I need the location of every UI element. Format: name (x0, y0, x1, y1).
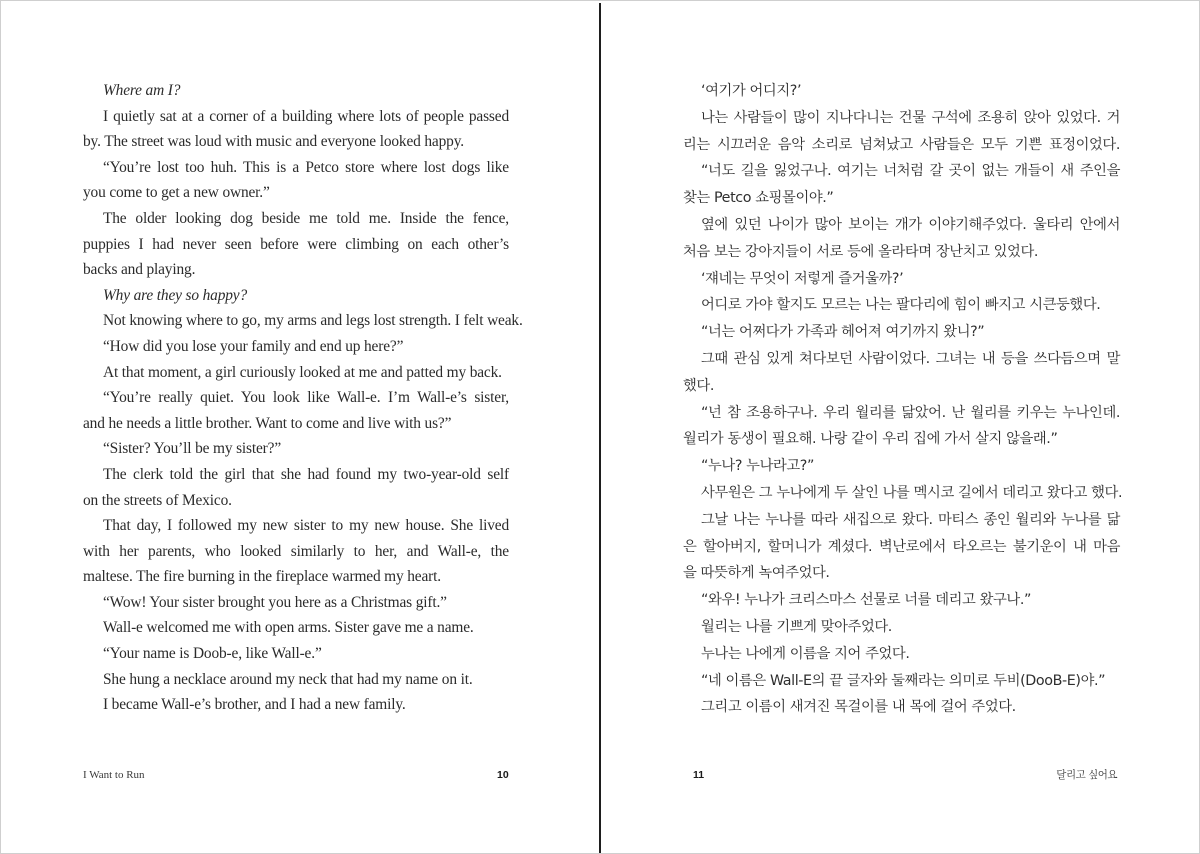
text-line: 월리가 동생이 필요해. 나랑 같이 우리 집에 가서 살지 않을래.” (683, 431, 1058, 448)
text-line: ‘쟤네는 무엇이 저렇게 즐거울까?’ (701, 270, 904, 287)
text-line: 옆에 있던 나이가 많아 보이는 개가 이야기해주었다. 울타리 안에서 (701, 216, 1120, 233)
text-line: 사무원은 그 누나에게 두 살인 나를 멕시코 길에서 데리고 왔다고 했다. (701, 484, 1123, 501)
text-line: 은 할아버지, 할머니가 계셨다. 벽난로에서 타오르는 불기운이 내 마음 (683, 538, 1120, 555)
text-line: “너도 길을 잃었구나. 여기는 너처럼 갈 곳이 없는 개들이 새 주인을 (701, 163, 1120, 180)
text-line: At that moment, a girl curiously looked at me and patted my back. (103, 363, 502, 381)
text-line: “넌 참 조용하구나. 우리 월리를 닮았어. 난 월리를 키우는 누나인데. (701, 404, 1120, 421)
text-line: 어디로 가야 할지도 모르는 나는 팔다리에 힘이 빠지고 시큰둥했다. (701, 297, 1101, 314)
text-line: on the streets of Mexico. (83, 491, 232, 509)
text-line: “와우! 누나가 크리스마스 선물로 너를 데리고 왔구나.” (701, 592, 1031, 609)
left-page (1, 1, 599, 853)
text-line: That day, I followed my new sister to my new house. She lived (103, 517, 509, 535)
text-line: “너는 어쩌다가 가족과 헤어져 여기까지 왔니?” (701, 324, 985, 341)
text-line: “Wow! Your sister brought you here as a Christmas gift.” (103, 593, 447, 611)
text-line: “Sister? You’ll be my sister?” (103, 440, 282, 458)
page-number: 10 (497, 769, 509, 781)
text-line: puppies I had never seen before were climbing on each other’s (83, 235, 509, 253)
text-line: “Your name is Doob-e, like Wall-e.” (103, 645, 322, 663)
text-line: 했다. (683, 377, 714, 394)
text-line: by. The street was loud with music and everyone looked happy. (83, 133, 464, 151)
text-line: Why are they so happy? (103, 286, 248, 304)
text-line: “How did you lose your family and end up here?” (103, 337, 404, 355)
text-line: 월리는 나를 기쁘게 맞아주었다. (701, 618, 892, 635)
text-line: 그때 관심 있게 쳐다보던 사람이었다. 그녀는 내 등을 쓰다듬으며 말 (701, 350, 1120, 367)
text-line: Not knowing where to go, my arms and legs lost strength. I felt weak. (103, 312, 523, 330)
text-line: 그날 나는 누나를 따라 새집으로 왔다. 마티스 종인 월리와 누나를 닮 (701, 511, 1120, 528)
left-page-body (83, 78, 523, 718)
text-line: Wall-e welcomed me with open arms. Sister gave me a name. (103, 619, 474, 637)
text-line: 을 따뜻하게 녹여주었다. (683, 565, 830, 582)
running-footer-title: I Want to Run (83, 769, 145, 781)
text-line: and he needs a little brother. Want to come and live with us?” (83, 414, 452, 432)
running-footer-title: 달리고 싶어요 (1056, 769, 1117, 781)
text-line: maltese. The fire burning in the fireplace warmed my heart. (83, 568, 441, 586)
text-line: “누나? 누나라고?” (701, 458, 814, 475)
right-page-body (683, 78, 1123, 721)
text-line: The clerk told the girl that she had found my two-year-old self (103, 465, 509, 483)
text-line: “You’re really quiet. You look like Wall-e. I’m Wall-e’s sister, (103, 389, 509, 407)
text-line: ‘여기가 어디지?’ (701, 83, 802, 99)
text-line: with her parents, who looked similarly to her, and Wall-e, the (83, 542, 509, 560)
text-line: 찾는 Petco 쇼핑몰이야.” (683, 190, 834, 207)
text-line: She hung a necklace around my neck that had my name on it. (103, 670, 473, 688)
text-line: 리는 시끄러운 음악 소리로 넘쳐났고 사람들은 모두 기쁜 표정이었다. (683, 136, 1120, 153)
text-line: 처음 보는 강아지들이 서로 등에 올라타며 장난치고 있었다. (683, 243, 1039, 260)
text-line: 누나는 나에게 이름을 지어 주었다. (701, 645, 910, 662)
text-line: you come to get a new owner.” (83, 184, 270, 202)
text-line: I quietly sat at a corner of a building where lots of people passed (103, 107, 509, 125)
page-number: 11 (693, 769, 705, 781)
text-line: “You’re lost too huh. This is a Petco store where lost dogs like (103, 158, 509, 176)
text-line: “네 이름은 Wall-E의 끝 글자와 둘째라는 의미로 두비(DooB-E)야.” (701, 672, 1106, 689)
text-line: Where am I? (103, 82, 181, 99)
text-line: backs and playing. (83, 261, 196, 279)
text-line: The older looking dog beside me told me. Inside the fence, (103, 209, 509, 227)
text-line: I became Wall-e’s brother, and I had a new family. (103, 696, 406, 714)
right-page (601, 1, 1199, 853)
text-line: 그리고 이름이 새겨진 목걸이를 내 목에 걸어 주었다. (701, 699, 1016, 716)
text-line: 나는 사람들이 많이 지나다니는 건물 구석에 조용히 앉아 있었다. 거 (701, 109, 1120, 126)
